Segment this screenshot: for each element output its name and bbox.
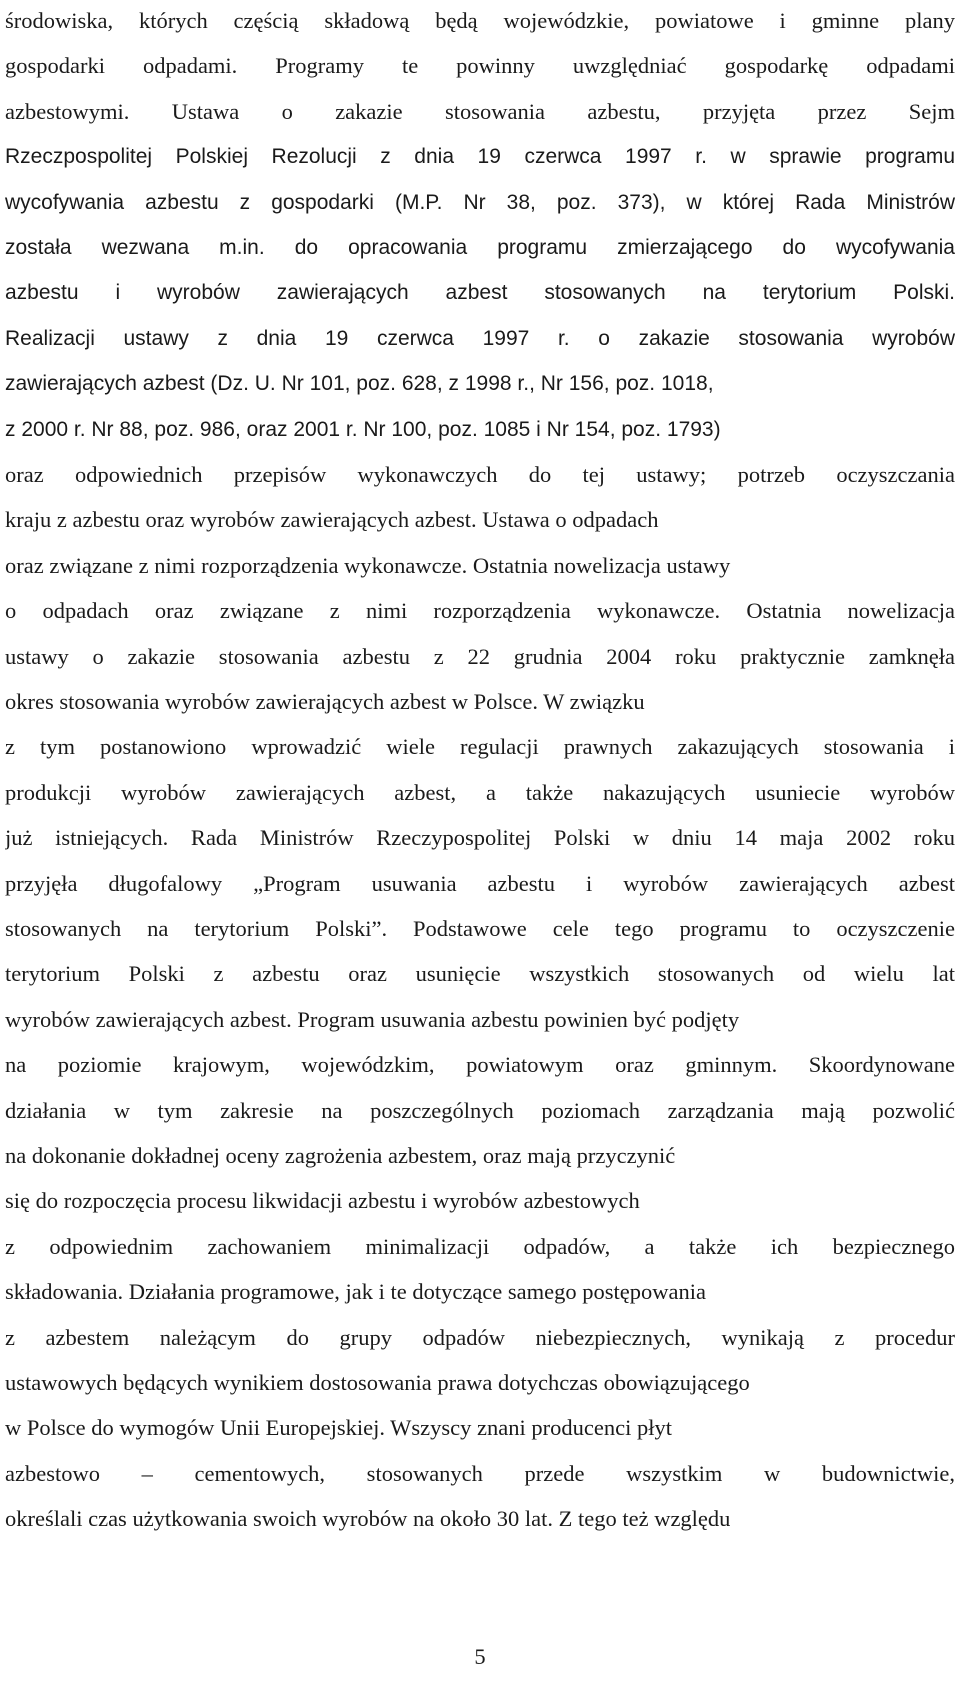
text-line: terytorium Polski z azbestu oraz usunięcie wszystkich stosowanych od wielu lat <box>5 961 955 987</box>
text-line: o odpadach oraz związane z nimi rozporządzenia wykonawcze. Ostatnia nowelizacja <box>5 598 955 624</box>
text-line: ustawy o zakazie stosowania azbestu z 22 grudnia 2004 roku praktycznie zamknęła <box>5 643 955 669</box>
page-number: 5 <box>474 1644 486 1669</box>
text-line: działania w tym zakresie na poszczególnych poziomach zarządzania mają pozwolić <box>5 1097 955 1123</box>
text-line: stosowanych na terytorium Polski”. Podstawowe cele tego programu to oczyszczenie <box>5 916 955 941</box>
text-line: zawierających azbest (Dz. U. Nr 101, poz. 628, z 1998 r., Nr 156, poz. 1018, <box>5 372 714 396</box>
text-line: ustawowych będących wynikiem dostosowania prawa dotychczas obowiązującego <box>5 1370 750 1395</box>
text-line: produkcji wyrobów zawierających azbest, a także nakazujących usuniecie wyrobów <box>5 779 955 805</box>
text-line: wyrobów zawierających azbest. Program usuwania azbestu powinien być podjęty <box>5 1006 740 1032</box>
text-line: się do rozpoczęcia procesu likwidacji azbestu i wyrobów azbestowych <box>5 1188 640 1214</box>
text-line: azbestowymi. Ustawa o zakazie stosowania azbestu, przyjęta przez Sejm <box>5 98 955 124</box>
text-line: z azbestem należącym do grupy odpadów niebezpiecznych, wynikają z procedur <box>5 1324 955 1350</box>
text-line: wycofywania azbestu z gospodarki (M.P. Nr 38, poz. 373), w której Rada Ministrów <box>5 190 955 214</box>
text-line: została wezwana m.in. do opracowania programu zmierzającego do wycofywania <box>5 236 955 259</box>
text-line: z tym postanowiono wprowadzić wiele regulacji prawnych zakazujących stosowania i <box>5 734 955 760</box>
text-line: już istniejących. Rada Ministrów Rzeczypospolitej Polski w dniu 14 maja 2002 roku <box>5 825 955 851</box>
text-line: przyjęła długofalowy „Program usuwania azbestu i wyrobów zawierających azbest <box>5 870 955 896</box>
text-line: oraz odpowiednich przepisów wykonawczych do tej ustawy; potrzeb oczyszczania <box>5 462 955 487</box>
text-line: z odpowiednim zachowaniem minimalizacji odpadów, a także ich bezpiecznego <box>5 1233 955 1259</box>
text-line: składowania. Działania programowe, jak i te dotyczące samego postępowania <box>5 1279 706 1305</box>
text-line: w Polsce do wymogów Unii Europejskiej. Wszyscy znani producenci płyt <box>5 1415 672 1441</box>
text-line: azbestowo – cementowych, stosowanych przede wszystkim w budownictwie, <box>5 1460 955 1486</box>
text-line: z 2000 r. Nr 88, poz. 986, oraz 2001 r. Nr 100, poz. 1085 i Nr 154, poz. 1793) <box>5 417 721 441</box>
text-line: Rzeczpospolitej Polskiej Rezolucji z dnia 19 czerwca 1997 r. w sprawie programu <box>5 145 955 169</box>
text-line: Realizacji ustawy z dnia 19 czerwca 1997 r. o zakazie stosowania wyrobów <box>5 326 955 350</box>
text-line: okres stosowania wyrobów zawierających azbest w Polsce. W związku <box>5 689 645 714</box>
text-line: kraju z azbestu oraz wyrobów zawierających azbest. Ustawa o odpadach <box>5 507 659 533</box>
text-line: określali czas użytkowania swoich wyrobów na około 30 lat. Z tego też względu <box>5 1506 731 1532</box>
text-line: azbestu i wyrobów zawierających azbest stosowanych na terytorium Polski. <box>5 281 955 305</box>
text-line: na poziomie krajowym, wojewódzkim, powiatowym oraz gminnym. Skoordynowane <box>5 1052 955 1078</box>
text-line: na dokonanie dokładnej oceny zagrożenia azbestem, oraz mają przyczynić <box>5 1143 676 1168</box>
text-line: środowiska, których częścią składową będą wojewódzkie, powiatowe i gminne plany <box>5 8 955 33</box>
text-line: oraz związane z nimi rozporządzenia wykonawcze. Ostatnia nowelizacja ustawy <box>5 552 731 578</box>
text-line: gospodarki odpadami. Programy te powinny uwzględniać gospodarkę odpadami <box>5 53 955 79</box>
